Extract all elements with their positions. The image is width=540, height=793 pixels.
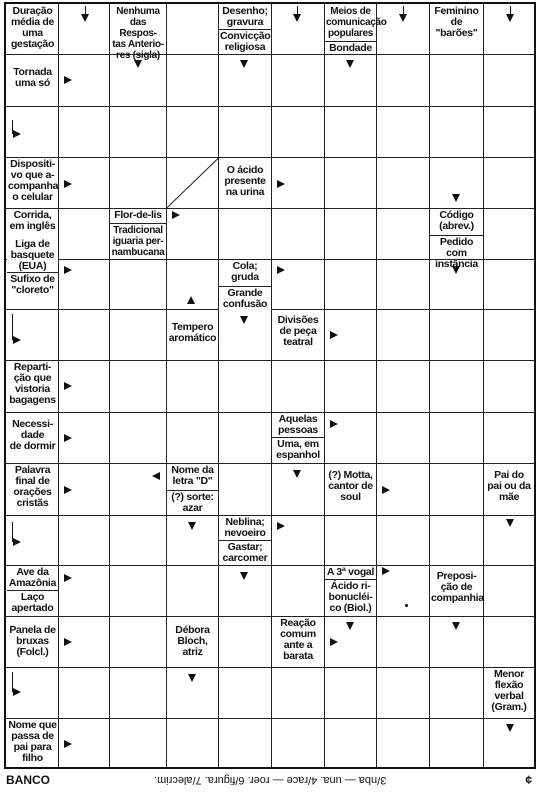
clue-motta-soul: (?) Motta, cantor de soul bbox=[325, 469, 376, 505]
clue-tradicional-iguaria: Tradicional iguaria per- nambucana bbox=[111, 225, 165, 258]
diagonal-divider bbox=[166, 157, 220, 209]
grid-row-line bbox=[6, 667, 534, 668]
grid-column-line bbox=[109, 4, 110, 767]
print-dot bbox=[405, 604, 408, 607]
arrow-right-icon bbox=[64, 382, 72, 390]
clue-preposicao-companhia: Preposi- ção de companhia bbox=[430, 570, 483, 608]
clue-laco-apertado: Laço apertado bbox=[7, 590, 58, 616]
arrow-down-icon bbox=[452, 622, 460, 630]
arrow-down-icon bbox=[346, 60, 354, 68]
footer-answer-bank: 3/nba — una. 4/race — roer. 6/figura. 7/alecrim. bbox=[154, 774, 387, 786]
grid-row-line bbox=[6, 360, 534, 361]
arrow-right-icon bbox=[64, 740, 72, 748]
footer bbox=[4, 772, 536, 792]
grid-column-line bbox=[429, 4, 430, 767]
arrow-down-icon bbox=[399, 14, 407, 22]
clue-gastar-carcomer: Gastar; carcomer bbox=[219, 540, 271, 565]
arrow-down-icon bbox=[506, 14, 514, 22]
grid-column-line bbox=[58, 4, 59, 767]
clue-corrida-ingles: Corrida, em inglês bbox=[7, 209, 58, 237]
arrow-right-icon bbox=[64, 486, 72, 494]
arrow-up-icon bbox=[187, 296, 195, 304]
arrow-right-icon bbox=[330, 331, 338, 339]
arrow-right-icon bbox=[330, 420, 338, 428]
clue-uma-espanhol: Uma, em espanhol bbox=[272, 437, 324, 463]
grid-column-line bbox=[483, 4, 484, 767]
clue-nome-letra-d: Nome da letra "D" bbox=[167, 464, 218, 490]
arrow-right-icon bbox=[13, 130, 21, 138]
clue-debora-bloch: Débora Bloch, atriz bbox=[167, 624, 218, 660]
arrow-down-icon bbox=[240, 572, 248, 580]
clue-dispositivo-celular: Dispositi- vo que a- companha o celular bbox=[7, 158, 58, 208]
arrow-right-icon bbox=[172, 211, 180, 219]
grid-column-line bbox=[218, 4, 219, 767]
arrow-right-icon bbox=[13, 538, 21, 546]
clue-duracao-gestacao: Duração média de uma gestação bbox=[7, 5, 58, 54]
arrow-right-icon bbox=[64, 76, 72, 84]
grid-row-line bbox=[6, 565, 534, 566]
arrow-right-icon bbox=[382, 486, 390, 494]
grid-column-line bbox=[324, 4, 325, 767]
clue-menor-flexao: Menor flexão verbal (Gram.) bbox=[484, 668, 534, 716]
clue-grande-confusao: Grande confusão bbox=[219, 286, 271, 310]
arrow-right-icon bbox=[64, 638, 72, 646]
arrow-right-icon bbox=[382, 567, 390, 575]
arrow-left-icon bbox=[152, 472, 160, 480]
clue-panela-bruxas: Panela de bruxas (Folcl.) bbox=[7, 617, 58, 667]
clue-feminino-baroes: Feminino de "barões" bbox=[430, 5, 483, 54]
arrow-down-icon bbox=[452, 266, 460, 274]
arrow-down-icon bbox=[452, 194, 460, 202]
arrow-right-icon bbox=[277, 266, 285, 274]
clue-tempero-aromatico: Tempero aromático bbox=[168, 321, 217, 344]
clue-reacao-barata: Reação comum ante a barata bbox=[272, 617, 324, 665]
grid-row-line bbox=[6, 463, 534, 464]
clue-ave-amazonia: Ave da Amazônia bbox=[8, 566, 57, 589]
clue-aquelas-pessoas: Aquelas pessoas bbox=[272, 413, 324, 437]
footer-mark: ¢ bbox=[525, 773, 532, 787]
clue-divisoes-peca: Divisões de peça teatral bbox=[277, 314, 319, 348]
arrow-stem bbox=[297, 6, 298, 15]
arrow-down-icon bbox=[240, 60, 248, 68]
arrow-right-icon bbox=[64, 574, 72, 582]
clue-terceira-vogal: A 3ª vogal bbox=[326, 566, 375, 578]
clue-flor-de-lis: Flor-de-lis bbox=[110, 209, 166, 223]
arrow-down-icon bbox=[346, 622, 354, 630]
arrow-stem bbox=[85, 6, 86, 15]
grid-column-line bbox=[376, 4, 377, 767]
clue-pedido-instancia: Pedido com instância bbox=[430, 235, 483, 259]
arrow-stem bbox=[510, 6, 511, 15]
clue-sufixo-cloreto: Sufixo de "cloreto" bbox=[7, 272, 58, 309]
clue-nenhuma-respostas: Nenhuma das Respos- tas Anterio- res (sigla) bbox=[110, 5, 166, 54]
clue-acido-urina: O ácido presente na urina bbox=[224, 164, 266, 198]
arrow-down-icon bbox=[81, 14, 89, 22]
grid-row-line bbox=[6, 54, 534, 55]
arrow-right-icon bbox=[330, 638, 338, 646]
arrow-right-icon bbox=[13, 688, 21, 696]
arrow-down-icon bbox=[506, 519, 514, 527]
arrow-down-icon bbox=[188, 522, 196, 530]
clue-sorte-azar: (?) sorte: azar bbox=[167, 490, 218, 515]
clue-pai-do-pai: Pai do pai ou da mãe bbox=[484, 469, 534, 505]
clue-codigo-abrev: Código (abrev.) bbox=[430, 209, 483, 235]
arrow-stem bbox=[403, 6, 404, 15]
grid-row-line bbox=[6, 157, 534, 158]
grid-row-line bbox=[6, 718, 534, 719]
arrow-right-icon bbox=[64, 180, 72, 188]
clue-cola-gruda: Cola; gruda bbox=[219, 260, 271, 286]
arrow-right-icon bbox=[277, 180, 285, 188]
arrow-right-icon bbox=[64, 266, 72, 274]
arrow-right-icon bbox=[64, 434, 72, 442]
arrow-down-icon bbox=[293, 14, 301, 22]
footer-title: BANCO bbox=[6, 773, 50, 787]
clue-desenho-gravura: Desenho; gravura bbox=[219, 5, 271, 29]
arrow-right-icon bbox=[13, 336, 21, 344]
clue-bondade: Bondade bbox=[325, 41, 376, 54]
arrow-down-icon bbox=[134, 60, 142, 68]
clue-meios-comunicacao: Meios de comunicação populares bbox=[326, 6, 387, 39]
arrow-down-icon bbox=[293, 470, 301, 478]
arrow-down-icon bbox=[506, 724, 514, 732]
clue-necessidade-dormir: Necessi- dade de dormir bbox=[7, 413, 58, 463]
grid-row-line bbox=[6, 106, 534, 107]
grid-row-line bbox=[6, 412, 534, 413]
clue-neblina-nevoeiro: Neblina; nevoeiro bbox=[219, 516, 271, 540]
arrow-right-icon bbox=[277, 522, 285, 530]
grid-row-line bbox=[6, 616, 534, 617]
clue-nome-pai-filho: Nome que passa de pai para filho bbox=[7, 719, 58, 767]
clue-conviccao-religiosa: Convicção religiosa bbox=[220, 30, 271, 53]
clue-tornada-uma-so: Tornada uma só bbox=[7, 55, 58, 106]
clue-liga-basquete: Liga de basquete (EUA) bbox=[7, 238, 58, 272]
clue-reparticao-bagagens: Reparti- ção que vistoria bagagens bbox=[7, 361, 58, 412]
clue-acido-ribonucleico: Ácido ri- bonucléi- co (Biol.) bbox=[325, 579, 376, 616]
arrow-down-icon bbox=[240, 316, 248, 324]
crossword-grid bbox=[4, 2, 536, 769]
arrow-down-icon bbox=[188, 674, 196, 682]
clue-palavra-final: Palavra final de orações cristãs bbox=[7, 464, 58, 515]
